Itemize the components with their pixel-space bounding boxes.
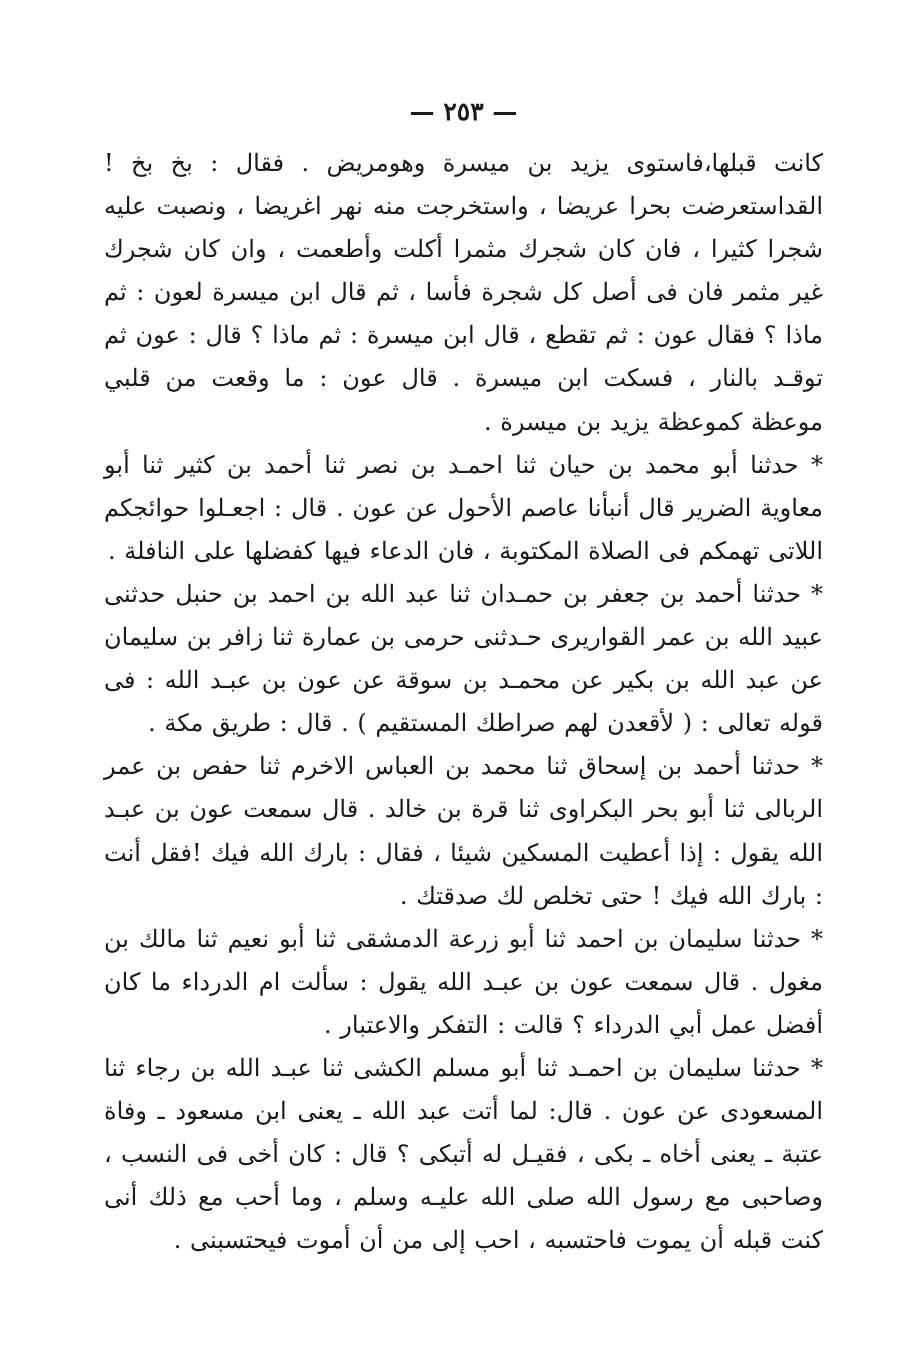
paragraph-5: * حدثنا سليمان بن احمد ثنا أبو زرعة الدمشقى ثنا أبو نعيم ثنا مالك بن مغول . قال سمعت عون بن عبـد الله يقول : سألت ام الدرداء ما كان أفضل عمل أبي الدرداء ؟ قالت : التفكر والاعتبار . — [104, 924, 823, 1039]
paragraph-2: * حدثنا أبو محمد بن حيان ثنا احمـد بن نصر ثنا أحمد بن كثير ثنا أبو معاوية الضرير قال أنبأنا عاصم الأحول عن عون . قال : اجعـلوا حوائجكم اللاتى تهمكم فى الصلاة المكتوبة ، فان الدعاء فيها كفضلها على النافلة . — [104, 450, 823, 565]
paragraph-6: * حدثنا سليمان بن احمـد ثنا أبو مسلم الكشى ثنا عبـد الله بن رجاء ثنا المسعودى عن عون . قال: لما أتت عبد الله ـ يعنى ابن مسعود ـ وفاة عتبة ـ يعنى أخاه ـ بكى ، فقيـل له أتبكى ؟ قال : كان أخى فى النسب ، وصاحبى مع رسول الله صلى الله عليـه وسلم ، وما أحب مع ذلك أنى كنت قبله أن يموت فاحتسبه ، احب إلى من أن أموت فيحتسبنى . — [104, 1053, 824, 1255]
paragraph-1: كانت قبلها،فاستوى يزيد بن ميسرة وهومريض . فقال : بخ بخ !القداستعرضت بحرا عريضا ، واستخرجت منه نهر اغريضا ، ونصبت عليه شجرا كثيرا ، فان كان شجرك مثمرا أكلت وأطعمت ، وان كان شجرك غير مثمر فان فى أصل كل شجرة فأسا ، ثم قال ابن ميسرة لعون : ثم ماذا ؟ فقال عون : ثم تقطع ، قال ابن ميسرة : ثم ماذا ؟ قال : عون ثم توقـد بالنار ، فسكت ابن ميسرة . قال عون : ما وقعت من قلبي موعظة كموعظة يزيد بن ميسرة . — [104, 149, 824, 436]
page-number: — ٢٥٣ — — [409, 97, 518, 126]
paragraph-3: * حدثنا أحمد بن جعفر بن حمـدان ثنا عبد الله بن احمد بن حنبل حدثنى عبيد الله بن عمر القواريرى حـدثنى حرمى بن عمارة ثنا زافر بن سليمان عن عبد الله بن بكير عن محمـد بن سوقة عن عون بن عبـد الله : فى قوله تعالى : ( لأقعدن لهم صراطك المستقيم ) . قال : طريق مكة . — [104, 579, 823, 738]
paragraph-4: * حدثنا أحمد بن إسحاق ثنا محمد بن العباس الاخرم ثنا حفص بن عمر الربالى ثنا أبو بحر البكراوى ثنا قرة بن خالد . قال سمعت عون بن عبـد الله يقول : إذا أعطيت المسكين شيئا ، فقال : بارك الله فيك !فقل أنت : بارك الله فيك ! حتى تخلص لك صدقتك . — [104, 752, 823, 910]
body-text — [104, 142, 823, 1262]
